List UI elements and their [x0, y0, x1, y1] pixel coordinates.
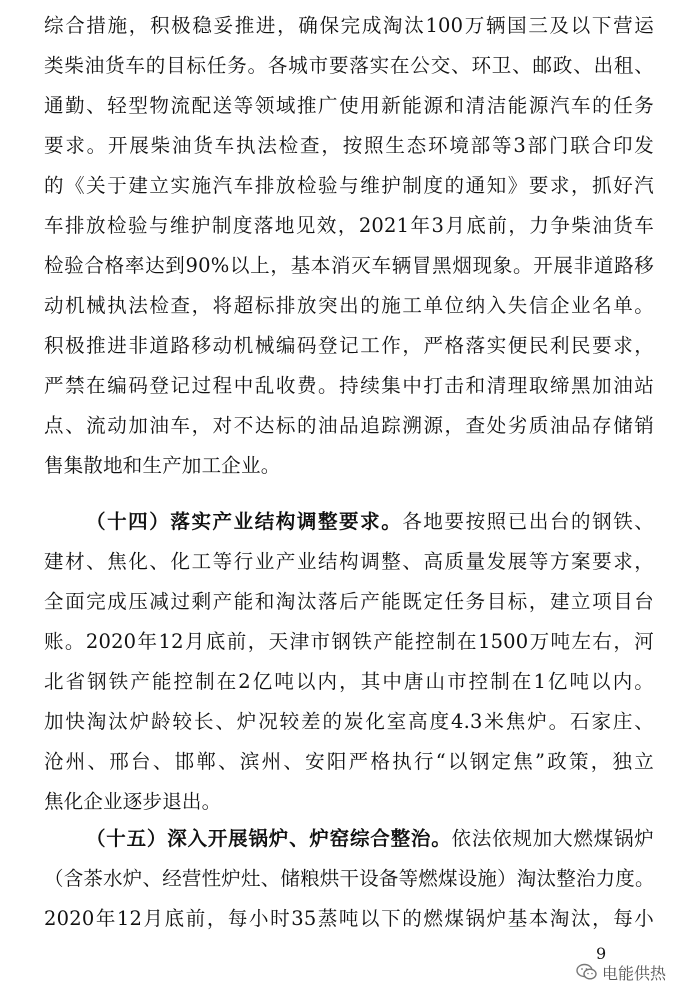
text-line: 类柴油货车的目标任务。各城市要落实在公交、环卫、邮政、出租、	[44, 54, 654, 77]
text-line: 的《关于建立实施汽车排放检验与维护制度的通知》要求，抓好汽	[44, 174, 654, 197]
text-line: （含茶水炉、经营性炉灶、储粮烘干设备等燃煤设施）淘汰整治力度。	[44, 867, 655, 890]
text-line: 售集散地和生产加工企业。	[44, 454, 281, 477]
paragraph-industrial-restructuring	[44, 502, 654, 822]
watermark	[576, 960, 666, 984]
watermark-text: 电能供热	[602, 963, 667, 983]
text-line: 综合措施，积极稳妥推进，确保完成淘汰100万辆国三及以下营运	[44, 14, 654, 37]
text-line: 点、流动加油车，对不达标的油品追踪溯源，查处劣质油品存储销	[44, 414, 654, 437]
text-line: 焦化企业逐步退出。	[44, 790, 222, 813]
text-line: 2020年12月底前，每小时35蒸吨以下的燃煤锅炉基本淘汰，每小	[44, 907, 654, 930]
paragraph-boiler-rectification	[44, 819, 654, 939]
section-heading-15: （十五）深入开展锅炉、炉窑综合整治。	[86, 827, 452, 850]
text-line: 北省钢铁产能控制在2亿吨以内，其中唐山市控制在1亿吨以内。	[44, 670, 654, 693]
text-line: 全面完成压减过剩产能和淘汰落后产能既定任务目标，建立项目台	[44, 590, 654, 613]
text-line: 建材、焦化、化工等行业产业结构调整、高质量发展等方案要求，	[44, 550, 654, 573]
text-line: 检验合格率达到90%以上，基本消灭车辆冒黑烟现象。开展非道路移	[44, 254, 654, 277]
text-line: 积极推进非道路移动机械编码登记工作，严格落实便民利民要求，	[44, 334, 654, 357]
text-line: 动机械执法检查，将超标排放突出的施工单位纳入失信企业名单。	[44, 294, 654, 317]
first-line-text: 依法依规加大燃煤锅炉	[451, 827, 654, 850]
text-line: 车排放检验与维护制度落地见效，2021年3月底前，力争柴油货车	[44, 214, 654, 237]
text-line: 通勤、轻型物流配送等领域推广使用新能源和清洁能源汽车的任务	[44, 94, 654, 117]
text-line: 加快淘汰炉龄较长、炉况较差的炭化室高度4.3米焦炉。石家庄、	[44, 710, 654, 733]
paragraph-first-line	[44, 819, 654, 859]
wechat-icon	[576, 963, 598, 981]
section-heading-14: （十四）落实产业结构调整要求。	[86, 510, 403, 533]
paragraph-first-line	[44, 502, 654, 542]
page-number: 9	[596, 944, 607, 963]
text-line: 沧州、邢台、邯郸、滨州、安阳严格执行“以钢定焦”政策，独立	[44, 750, 654, 773]
text-line: 严禁在编码登记过程中乱收费。持续集中打击和清理取缔黑加油站	[44, 374, 654, 397]
paragraph-vehicle-emissions	[44, 6, 654, 486]
first-line-text: 各地要按照已出台的钢铁、	[402, 510, 654, 533]
text-line: 要求。开展柴油货车执法检查，按照生态环境部等3部门联合印发	[44, 134, 654, 157]
text-line: 账。2020年12月底前，天津市钢铁产能控制在1500万吨左右，河	[44, 630, 654, 653]
